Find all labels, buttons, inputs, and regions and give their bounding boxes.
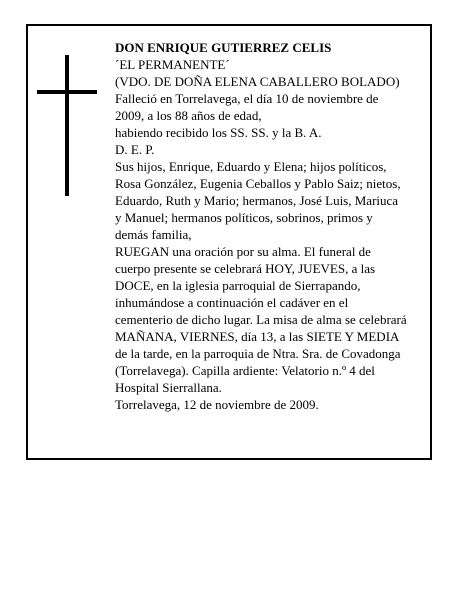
sacraments-line: habiendo recibido los SS. SS. y la B. A. [115,125,322,140]
family-line: Sus hijos, Enrique, Eduardo y Elena; hijos políticos, [115,159,387,174]
funeral-line: de la tarde, en la parroquia de Ntra. Sra. de Covadonga [115,346,401,361]
funeral-line: Hospital Sierrallana. [115,380,222,395]
family-line: Eduardo, Ruth y Mario; hermanos, José Luis, Mariuca [115,193,399,208]
death-line: Falleció en Torrelavega, el día 10 de noviembre de [115,91,379,106]
funeral-line: inhumándose a continuación el cadáver en el [115,295,349,310]
funeral-line: cementerio de dicho lugar. La misa de alma se celebrará [115,312,407,327]
funeral-line: MAÑANA, VIERNES, día 13, a las SIETE Y MEDIA [115,329,400,344]
cross-icon [65,55,69,196]
family-line: demás familia, [115,227,192,242]
family-line: y Manuel; hermanos políticos, sobrinos, primos y [115,210,373,225]
death-line: 2009, a los 88 años de edad, [115,108,262,123]
cross-icon-bar [37,90,97,94]
funeral-line: (Torrelavega). Capilla ardiente: Velatorio n.º 4 del [115,363,375,378]
rip-line: D. E. P. [115,142,155,157]
date-place-line: Torrelavega, 12 de noviembre de 2009. [115,397,319,412]
nickname-line: ´EL PERMANENTE´ [115,57,230,72]
funeral-line: RUEGAN una oración por su alma. El funeral de [115,244,371,259]
funeral-line: cuerpo presente se celebrará HOY, JUEVES, a las [115,261,376,276]
funeral-line: DOCE, en la iglesia parroquial de Sierrapando, [115,278,361,293]
widower-line: (VDO. DE DOÑA ELENA CABALLERO BOLADO) [115,74,400,89]
family-line: Rosa González, Eugenia Ceballos y Pablo Saiz; nietos, [115,176,401,191]
obituary-text [115,39,427,413]
deceased-name: DON ENRIQUE GUTIERREZ CELIS [115,40,332,55]
